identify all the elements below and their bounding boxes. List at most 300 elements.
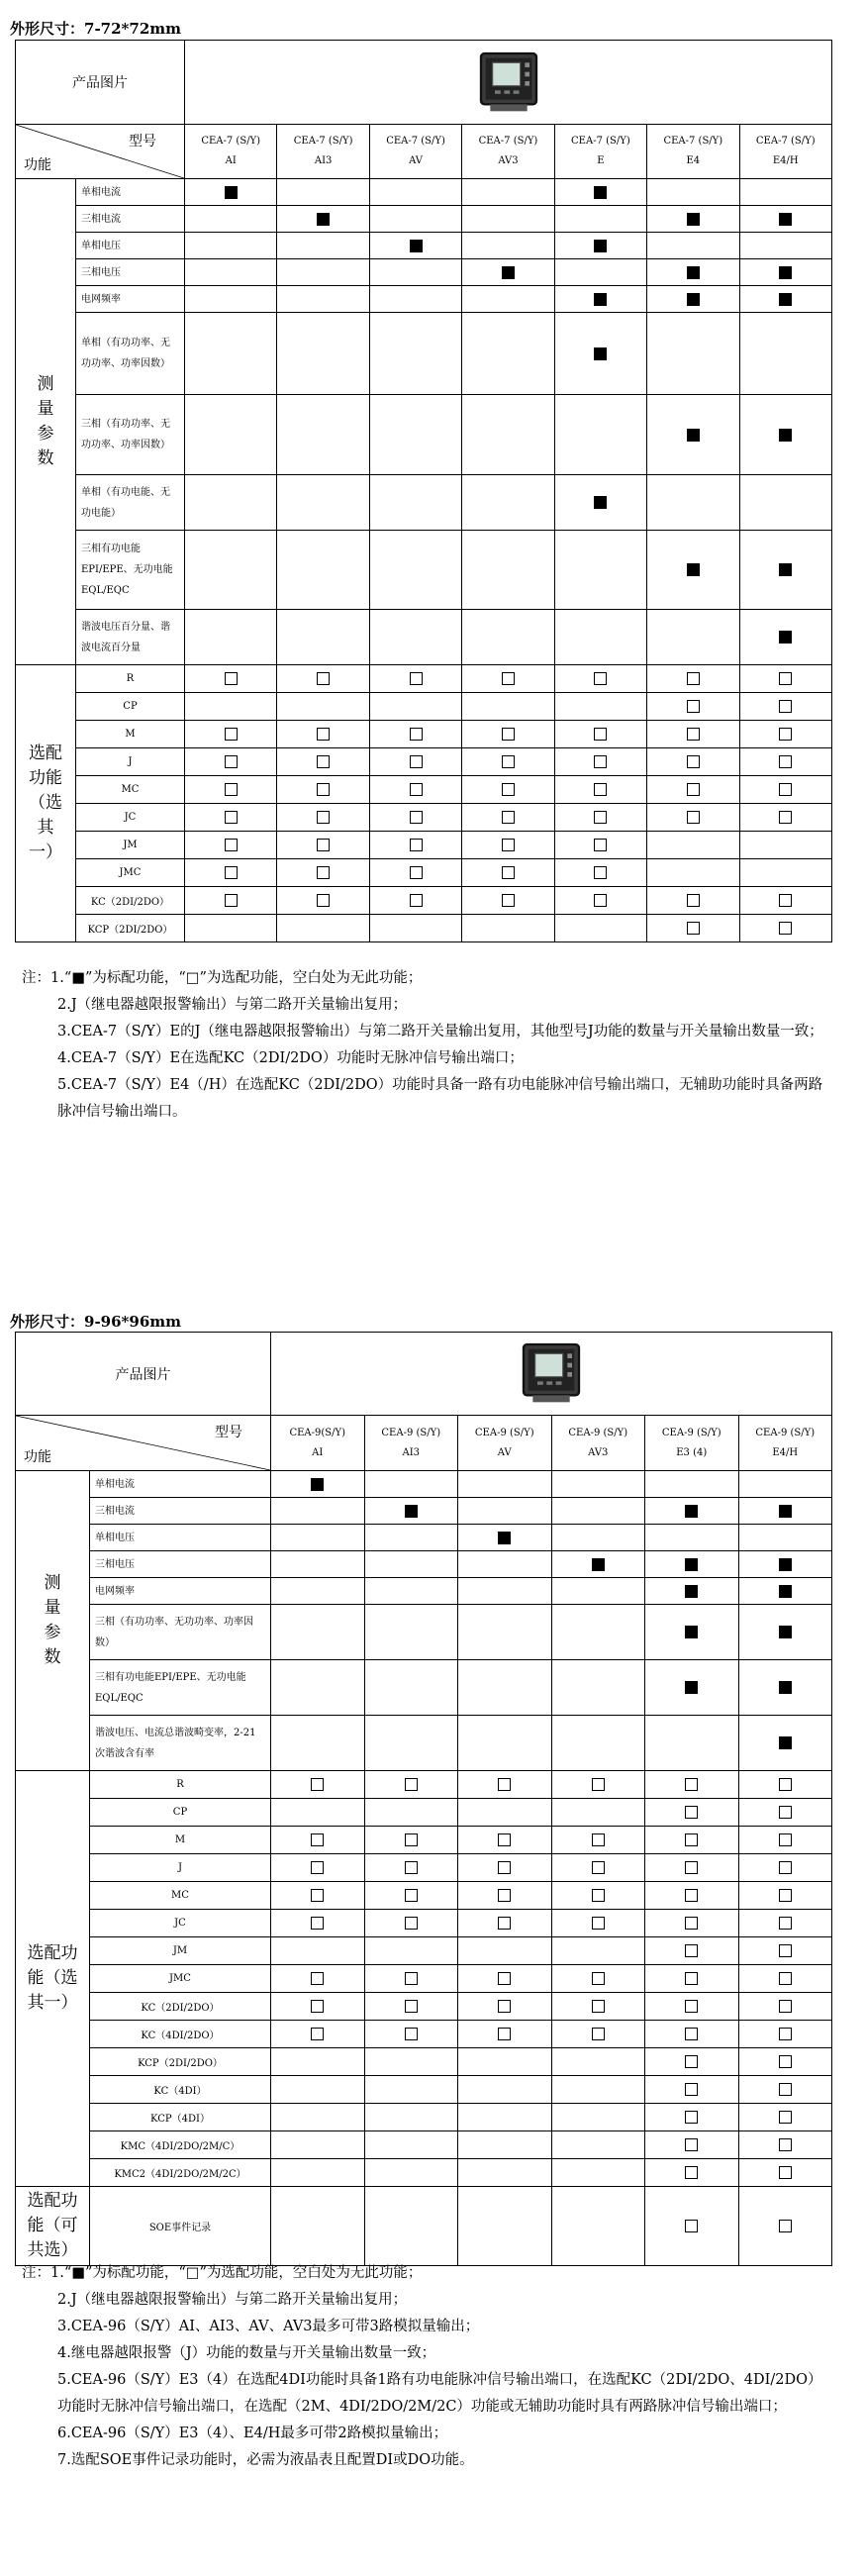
feature-cell (271, 1605, 365, 1660)
table-row (16, 776, 832, 804)
group-label: 选配功 能（可 共选） (16, 2187, 90, 2266)
function-name: 三相电压 (90, 1551, 271, 1578)
function-name: JMC (76, 859, 185, 887)
feature-cell (739, 610, 831, 665)
optional-mark-icon (685, 2220, 698, 2232)
feature-cell (554, 395, 646, 475)
function-name: R (76, 665, 185, 693)
table-row (16, 915, 832, 942)
table-row (16, 179, 832, 206)
table-row (16, 665, 832, 693)
feature-cell (271, 1771, 365, 1799)
feature-cell (364, 1827, 458, 1854)
feature-cell (645, 1937, 739, 1965)
optional-mark-icon (225, 755, 238, 768)
feature-cell (738, 1882, 832, 1910)
optional-mark-icon (779, 1944, 792, 1957)
section-title-72: 外形尺寸：7-72*72mm (10, 20, 181, 38)
model-column-header: CEA-9(S/Y) AI (271, 1416, 365, 1471)
table-row (16, 1525, 832, 1551)
feature-cell (271, 2104, 365, 2131)
optional-mark-icon (317, 755, 330, 768)
note-line: 4.继电器越限报警（J）功能的数量与开关量输出数量一致； (57, 2345, 436, 2361)
feature-cell (645, 1799, 739, 1827)
function-name: JC (90, 1910, 271, 1937)
group-label: 选配功 能（选 其一） (16, 1771, 90, 2187)
feature-cell (364, 1660, 458, 1716)
model-column-header: CEA-9 (S/Y) E4/H (738, 1416, 832, 1471)
optional-mark-icon (592, 1889, 605, 1902)
optional-mark-icon (410, 672, 423, 685)
standard-mark-icon (779, 631, 792, 644)
standard-mark-icon (779, 1736, 792, 1749)
feature-cell (277, 286, 369, 313)
feature-cell (277, 693, 369, 721)
feature-cell (647, 665, 739, 693)
model-column-header: CEA-7 (S/Y) AV (369, 125, 461, 179)
feature-cell (369, 721, 461, 748)
feature-cell (551, 1525, 645, 1551)
optional-mark-icon (311, 1889, 324, 1902)
feature-cell (645, 2048, 739, 2076)
optional-mark-icon (687, 922, 700, 935)
feature-cell (185, 395, 277, 475)
feature-cell (739, 313, 831, 395)
product-meter-image (474, 47, 543, 116)
feature-cell (271, 1827, 365, 1854)
model-header: 型号 (129, 134, 156, 149)
feature-cell (277, 206, 369, 233)
feature-cell (364, 2021, 458, 2048)
optional-mark-icon (779, 2166, 792, 2179)
table-row (16, 206, 832, 233)
standard-mark-icon (779, 429, 792, 442)
note-line: 2.J（继电器越限报警输出）与第二路开关量输出复用； (57, 2292, 408, 2308)
standard-mark-icon (311, 1478, 324, 1491)
standard-mark-icon (594, 293, 607, 306)
optional-mark-icon (498, 2000, 511, 2013)
feature-cell (462, 832, 554, 859)
optional-mark-icon (225, 839, 238, 851)
standard-mark-icon (685, 1558, 698, 1571)
optional-mark-icon (779, 2028, 792, 2040)
feature-cell (739, 665, 831, 693)
feature-cell (364, 2187, 458, 2266)
feature-cell (554, 610, 646, 665)
feature-cell (185, 610, 277, 665)
feature-cell (647, 259, 739, 286)
feature-cell (277, 721, 369, 748)
feature-cell (645, 2159, 739, 2187)
note-line: 注：1.“■”为标配功能，“□”为选配功能，空白处为无此功能； (22, 2265, 423, 2281)
feature-cell (369, 610, 461, 665)
feature-cell (364, 1525, 458, 1551)
table-row (16, 1605, 832, 1660)
model-column-header: CEA-9 (S/Y) AV (458, 1416, 552, 1471)
optional-mark-icon (685, 1944, 698, 1957)
feature-cell (462, 531, 554, 610)
function-name: KC（4DI） (90, 2076, 271, 2104)
feature-cell (185, 804, 277, 832)
feature-cell (369, 206, 461, 233)
model-column-header: CEA-9 (S/Y) AI3 (364, 1416, 458, 1471)
feature-cell (738, 1799, 832, 1827)
feature-cell (554, 748, 646, 776)
feature-cell (554, 313, 646, 395)
feature-cell (462, 915, 554, 942)
feature-cell (554, 859, 646, 887)
feature-cell (554, 665, 646, 693)
optional-mark-icon (225, 783, 238, 796)
function-name: 单相电压 (76, 233, 185, 259)
function-name: MC (76, 776, 185, 804)
table-row (16, 2076, 832, 2104)
feature-cell (645, 1525, 739, 1551)
feature-cell (185, 233, 277, 259)
feature-cell (369, 665, 461, 693)
function-name: CP (76, 693, 185, 721)
table-row (16, 1471, 832, 1498)
feature-cell (462, 887, 554, 915)
feature-cell (369, 233, 461, 259)
feature-cell (739, 259, 831, 286)
standard-mark-icon (317, 213, 330, 226)
feature-cell (458, 1937, 552, 1965)
feature-cell (738, 1578, 832, 1605)
optional-mark-icon (594, 866, 607, 879)
optional-mark-icon (594, 672, 607, 685)
feature-cell (647, 693, 739, 721)
feature-cell (271, 1716, 365, 1771)
feature-cell (462, 259, 554, 286)
feature-cell (364, 1578, 458, 1605)
model-column-header: CEA-7 (S/Y) E (554, 125, 646, 179)
function-name: JMC (90, 1965, 271, 1993)
standard-mark-icon (594, 240, 607, 252)
function-name: 单相电流 (90, 1471, 271, 1498)
feature-cell (458, 1660, 552, 1716)
feature-cell (458, 1965, 552, 1993)
feature-cell (739, 395, 831, 475)
feature-cell (554, 531, 646, 610)
note-line: 4.CEA-7（S/Y）E在选配KC（2DI/2DO）功能时无脉冲信号输出端口； (57, 1050, 524, 1066)
standard-mark-icon (594, 347, 607, 360)
feature-cell (551, 2159, 645, 2187)
standard-mark-icon (687, 293, 700, 306)
model-column-header: CEA-7 (S/Y) E4 (647, 125, 739, 179)
feature-cell (369, 286, 461, 313)
table-row (16, 1910, 832, 1937)
table-row (16, 1498, 832, 1525)
note-line: 2.J（继电器越限报警输出）与第二路开关量输出复用； (57, 997, 408, 1013)
optional-mark-icon (685, 1972, 698, 1985)
feature-cell (739, 832, 831, 859)
optional-mark-icon (685, 1917, 698, 1930)
table-row (16, 313, 832, 395)
table-row (16, 531, 832, 610)
standard-mark-icon (687, 563, 700, 576)
model-function-header (16, 1416, 271, 1471)
feature-cell (277, 915, 369, 942)
optional-mark-icon (498, 1917, 511, 1930)
optional-mark-icon (685, 2083, 698, 2096)
feature-cell (185, 313, 277, 395)
feature-cell (645, 2021, 739, 2048)
product-meter-image (517, 1338, 586, 1407)
optional-mark-icon (779, 755, 792, 768)
feature-cell (185, 776, 277, 804)
feature-cell (458, 2159, 552, 2187)
feature-cell (645, 1993, 739, 2021)
standard-mark-icon (779, 1585, 792, 1598)
feature-cell (462, 693, 554, 721)
table-row (16, 1965, 832, 1993)
feature-cell (739, 776, 831, 804)
feature-cell (369, 804, 461, 832)
note-line: 6.CEA-96（S/Y）E3（4）、E4/H最多可带2路模拟量输出； (57, 2426, 448, 2441)
optional-mark-icon (779, 700, 792, 713)
feature-cell (645, 1854, 739, 1882)
optional-mark-icon (498, 2028, 511, 2040)
feature-cell (458, 1578, 552, 1605)
feature-cell (458, 1716, 552, 1771)
table-row (16, 1771, 832, 1799)
feature-cell (185, 179, 277, 206)
feature-cell (462, 179, 554, 206)
table-row (16, 475, 832, 531)
feature-cell (551, 1882, 645, 1910)
feature-cell (458, 1551, 552, 1578)
feature-cell (738, 1605, 832, 1660)
feature-cell (645, 1965, 739, 1993)
feature-cell (369, 887, 461, 915)
feature-cell (739, 721, 831, 748)
optional-mark-icon (592, 1972, 605, 1985)
feature-cell (647, 776, 739, 804)
feature-cell (462, 748, 554, 776)
feature-cell (185, 748, 277, 776)
feature-cell (739, 206, 831, 233)
optional-mark-icon (502, 672, 515, 685)
optional-mark-icon (779, 2000, 792, 2013)
optional-mark-icon (405, 1861, 418, 1874)
feature-cell (645, 2076, 739, 2104)
function-name: 三相有功电能EPI/EPE、无功电能EQL/EQC (90, 1660, 271, 1716)
optional-mark-icon (779, 2220, 792, 2232)
feature-cell (551, 1498, 645, 1525)
function-name: MC (90, 1882, 271, 1910)
feature-cell (364, 2159, 458, 2187)
feature-cell (738, 1525, 832, 1551)
feature-cell (271, 2048, 365, 2076)
standard-mark-icon (685, 1681, 698, 1694)
optional-mark-icon (410, 811, 423, 824)
feature-cell (554, 233, 646, 259)
feature-cell (645, 1498, 739, 1525)
feature-cell (647, 915, 739, 942)
feature-cell (462, 475, 554, 531)
feature-cell (271, 1910, 365, 1937)
optional-mark-icon (592, 1778, 605, 1791)
optional-mark-icon (779, 1778, 792, 1791)
feature-cell (364, 2048, 458, 2076)
feature-cell (554, 286, 646, 313)
optional-mark-icon (502, 755, 515, 768)
optional-mark-icon (405, 2028, 418, 2040)
feature-cell (647, 887, 739, 915)
notes-72 (22, 965, 833, 1126)
optional-mark-icon (779, 2111, 792, 2124)
optional-mark-icon (685, 2000, 698, 2013)
feature-cell (551, 2104, 645, 2131)
function-name: 三相（有功功率、无功功率、功率因数） (76, 395, 185, 475)
note-line: 3.CEA-7（S/Y）E的J（继电器越限报警输出）与第二路开关量输出复用，其他型号J功能的数量与开关量输出数量一致； (57, 1024, 823, 1040)
feature-cell (647, 531, 739, 610)
function-name: 单相电流 (76, 179, 185, 206)
feature-cell (271, 2076, 365, 2104)
feature-cell (738, 2021, 832, 2048)
optional-mark-icon (592, 1917, 605, 1930)
feature-cell (647, 313, 739, 395)
optional-mark-icon (502, 866, 515, 879)
feature-cell (739, 804, 831, 832)
feature-cell (458, 1771, 552, 1799)
optional-mark-icon (317, 783, 330, 796)
function-name: 电网频率 (76, 286, 185, 313)
feature-cell (554, 206, 646, 233)
feature-cell (645, 1827, 739, 1854)
spec-table-72 (15, 40, 832, 942)
feature-cell (647, 179, 739, 206)
feature-cell (277, 531, 369, 610)
group-label: 测 量 参 数 (16, 1471, 90, 1771)
optional-mark-icon (779, 922, 792, 935)
feature-cell (369, 776, 461, 804)
optional-mark-icon (779, 1806, 792, 1819)
feature-cell (738, 1498, 832, 1525)
optional-mark-icon (410, 728, 423, 741)
optional-mark-icon (502, 783, 515, 796)
table-row (16, 259, 832, 286)
function-header: 功能 (24, 1449, 51, 1465)
feature-cell (551, 2048, 645, 2076)
feature-cell (551, 1605, 645, 1660)
feature-cell (645, 1551, 739, 1578)
function-name: 谐波电压、电流总谐波畸变率，2-21次谐波含有率 (90, 1716, 271, 1771)
optional-mark-icon (687, 811, 700, 824)
note-line: 注：1.“■”为标配功能，“□”为选配功能，空白处为无此功能； (22, 970, 423, 986)
feature-cell (277, 832, 369, 859)
feature-cell (271, 2021, 365, 2048)
feature-cell (364, 1882, 458, 1910)
standard-mark-icon (779, 1505, 792, 1518)
table-row (16, 1716, 832, 1771)
standard-mark-icon (779, 563, 792, 576)
function-name: SOE事件记录 (90, 2187, 271, 2266)
feature-cell (738, 2131, 832, 2159)
standard-mark-icon (779, 1558, 792, 1571)
feature-cell (554, 804, 646, 832)
feature-cell (462, 804, 554, 832)
feature-cell (185, 259, 277, 286)
optional-mark-icon (225, 894, 238, 907)
feature-cell (554, 915, 646, 942)
optional-mark-icon (779, 811, 792, 824)
feature-cell (185, 887, 277, 915)
table-row (16, 1799, 832, 1827)
function-name: JM (90, 1937, 271, 1965)
optional-mark-icon (225, 728, 238, 741)
optional-mark-icon (687, 755, 700, 768)
model-column-header: CEA-7 (S/Y) AI (185, 125, 277, 179)
function-header: 功能 (24, 157, 51, 173)
feature-cell (277, 610, 369, 665)
function-name: 三相电压 (76, 259, 185, 286)
group-label: 选配 功能 （选 其 一） (16, 665, 76, 942)
feature-cell (277, 313, 369, 395)
feature-cell (738, 1716, 832, 1771)
function-name: R (90, 1771, 271, 1799)
optional-mark-icon (498, 1972, 511, 1985)
feature-cell (277, 233, 369, 259)
feature-cell (551, 1660, 645, 1716)
feature-cell (364, 1498, 458, 1525)
function-name: KC（2DI/2DO） (76, 887, 185, 915)
feature-cell (554, 475, 646, 531)
feature-cell (271, 2187, 365, 2266)
feature-cell (185, 206, 277, 233)
optional-mark-icon (498, 1889, 511, 1902)
feature-cell (271, 1799, 365, 1827)
feature-cell (738, 2076, 832, 2104)
function-name: 电网频率 (90, 1578, 271, 1605)
optional-mark-icon (779, 2055, 792, 2068)
feature-cell (458, 1910, 552, 1937)
table-row (16, 832, 832, 859)
feature-cell (647, 859, 739, 887)
optional-mark-icon (687, 783, 700, 796)
function-name: JC (76, 804, 185, 832)
standard-mark-icon (779, 1681, 792, 1694)
feature-cell (277, 859, 369, 887)
feature-cell (271, 1498, 365, 1525)
optional-mark-icon (405, 1889, 418, 1902)
function-name: 三相电流 (76, 206, 185, 233)
optional-mark-icon (779, 728, 792, 741)
feature-cell (739, 748, 831, 776)
feature-cell (364, 1799, 458, 1827)
feature-cell (645, 2131, 739, 2159)
optional-mark-icon (779, 783, 792, 796)
table-row (16, 859, 832, 887)
feature-cell (271, 2159, 365, 2187)
function-name: 谐波电压百分量、谐波电流百分量 (76, 610, 185, 665)
model-column-header: CEA-7 (S/Y) AV3 (462, 125, 554, 179)
feature-cell (364, 1551, 458, 1578)
optional-mark-icon (685, 2028, 698, 2040)
feature-cell (458, 1525, 552, 1551)
feature-cell (739, 859, 831, 887)
optional-mark-icon (687, 728, 700, 741)
feature-cell (739, 286, 831, 313)
standard-mark-icon (592, 1558, 605, 1571)
feature-cell (738, 1551, 832, 1578)
standard-mark-icon (687, 213, 700, 226)
feature-cell (551, 1578, 645, 1605)
group-label: 测 量 参 数 (16, 179, 76, 665)
feature-cell (277, 748, 369, 776)
standard-mark-icon (594, 496, 607, 509)
